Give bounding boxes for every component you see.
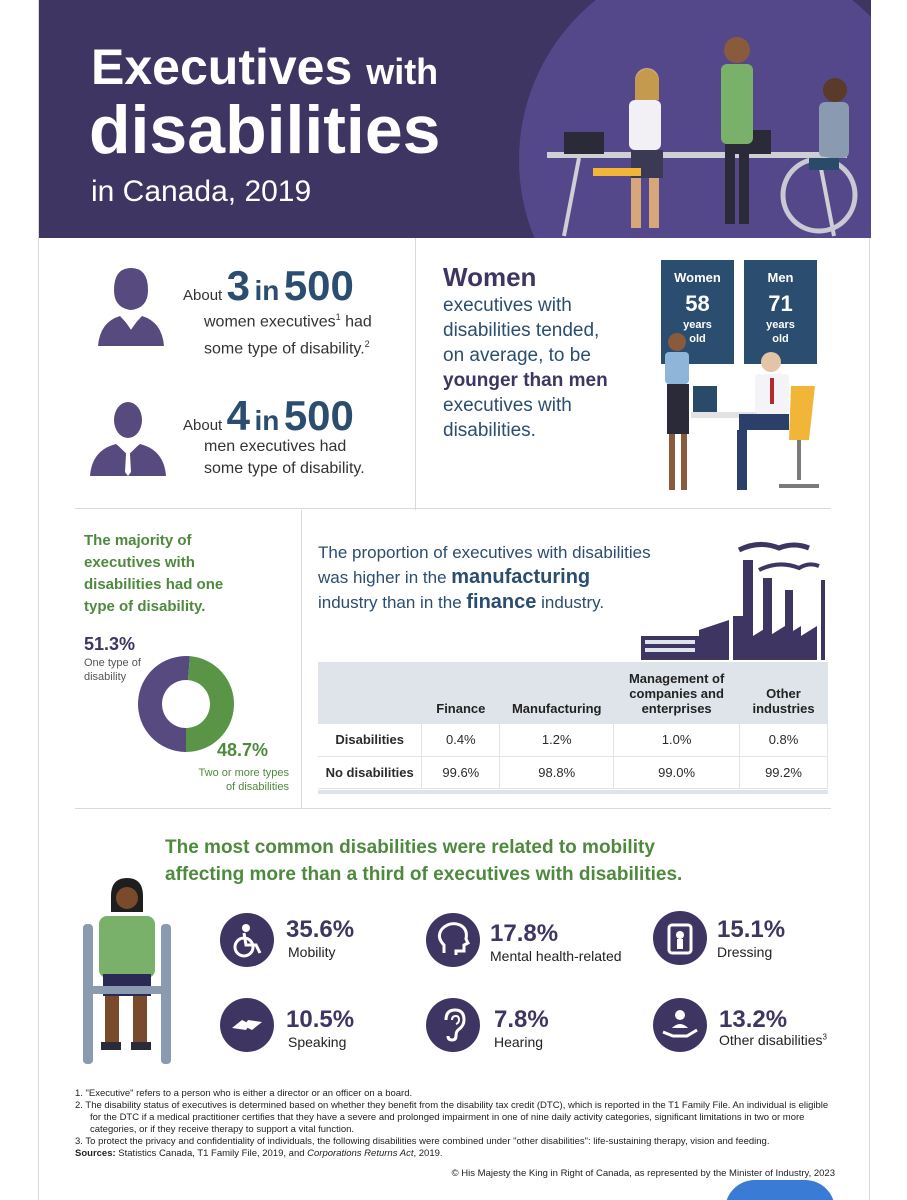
sources: Sources: Statistics Canada, T1 Family File, 2019, and Corporations Returns Act, 2019. — [75, 1148, 443, 1159]
row-header: Disabilities — [318, 724, 422, 756]
row-header: No disabilities — [318, 756, 422, 788]
one-type-label: One type of disability — [84, 657, 141, 683]
speaking-pct: 10.5% — [286, 1006, 355, 1033]
industry-text: The proportion of executives with disabilities was higher in the manufacturing industry than in the finance industry. — [318, 543, 651, 613]
donut-slice-two-or-more — [186, 656, 234, 752]
floating-action-button[interactable] — [725, 1180, 835, 1200]
two-types-pct: 48.7% — [217, 740, 269, 760]
speaking-label: Speaking — [288, 1034, 347, 1050]
divider-horizontal — [75, 508, 831, 509]
footnote-1: 1. "Executive" refers to a person who is either a director or an officer on a board. — [75, 1088, 413, 1099]
dressing-pct: 15.1% — [717, 916, 786, 943]
table-cell: 0.8% — [740, 724, 828, 756]
factory-illustration — [639, 540, 829, 662]
col-header: Finance — [422, 662, 500, 724]
donut-heading: The majority of executives with disabilities had one type of disability. — [84, 532, 224, 615]
col-header: Other industries — [740, 662, 828, 724]
title-line-3: in Canada, 2019 — [91, 175, 312, 208]
table-corner — [318, 662, 422, 724]
table-cell: 99.6% — [422, 756, 500, 788]
industry-table — [318, 662, 828, 789]
table-cell: 0.4% — [422, 724, 500, 756]
infographic-page — [38, 0, 870, 1200]
men-stat-text: men executives had some type of disability. — [204, 438, 365, 477]
footnote-2: 2. The disability status of executives is determined based on whether they benefit from the disability tax credit (DTC), which is reported in the T1 Family File. An individual is eligible for the DTC if a medical practitioner certifies that they have a severe and prolonged impairment in one of nine daily activity categories, significant limitations in two or more categories, or if they receive therapy to support a vital function. — [75, 1100, 829, 1135]
industry-table-header — [318, 662, 828, 724]
table-row — [318, 724, 828, 756]
table-row — [318, 756, 828, 788]
men-ratio: About 4 in 500 — [183, 392, 354, 439]
table-cell: 1.0% — [614, 724, 740, 756]
table-bottom-bar — [318, 790, 828, 794]
mental-health-label: Mental health-related — [490, 948, 622, 964]
office-illustration — [649, 330, 829, 498]
table-cell: 98.8% — [500, 756, 614, 788]
col-header: Management of companies and enterprises — [614, 662, 740, 724]
hand-care-icon — [653, 998, 707, 1052]
header-banner — [39, 0, 871, 238]
disability-type-donut-chart — [137, 655, 235, 753]
divider-vertical — [415, 238, 416, 510]
wheelchair-icon — [220, 913, 274, 967]
donut-slice-one-type — [138, 656, 190, 752]
title-line-2: disabilities — [89, 92, 441, 168]
title-line-1: Executives with — [91, 39, 439, 95]
ear-icon — [426, 998, 480, 1052]
women-age-box: Women 58 years old — [661, 260, 734, 364]
dressing-icon — [653, 911, 707, 965]
head-icon — [426, 913, 480, 967]
men-age-box: Men 71 years old — [744, 260, 817, 364]
meeting-illustration — [519, 0, 871, 238]
dressing-label: Dressing — [717, 944, 773, 960]
woman-wheelchair-illustration — [77, 876, 177, 1070]
man-silhouette-icon — [88, 398, 168, 476]
divider-vertical-2 — [301, 510, 302, 808]
col-header: Manufacturing — [500, 662, 614, 724]
women-ratio: About 3 in 500 — [183, 262, 354, 309]
table-cell: 99.2% — [740, 756, 828, 788]
footnote-3: 3. To protect the privacy and confidentiality of individuals, the following disabilities were combined under "other disabilities": life-sustaining therapy, vision and feeding. — [75, 1136, 770, 1147]
mental-health-pct: 17.8% — [490, 920, 559, 947]
two-types-label: Two or more types of disabilities — [198, 767, 289, 793]
age-text-block: Women executives with disabilities tended, on average, to be younger than men executives with disabilities. — [443, 262, 608, 441]
other-disabilities-label: Other disabilities$^3$ — [719, 1032, 827, 1048]
hearing-pct: 7.8% — [494, 1006, 549, 1033]
women-stat-text: women executives$^1$ had some type of disability.$^2$ — [204, 312, 372, 358]
table-cell: 99.0% — [614, 756, 740, 788]
copyright: © His Majesty the King in Right of Canada, as represented by the Minister of Industry, 2023 — [451, 1168, 835, 1179]
mobility-label: Mobility — [288, 944, 336, 960]
mobility-heading: The most common disabilities were related to mobility affecting more than a third of executives with disabilities. — [165, 837, 683, 885]
woman-silhouette-icon — [96, 266, 166, 346]
divider-horizontal-2 — [75, 808, 831, 809]
table-cell: 1.2% — [500, 724, 614, 756]
hearing-label: Hearing — [494, 1034, 544, 1050]
other-disabilities-pct: 13.2% — [719, 1006, 788, 1033]
one-type-pct: 51.3% — [84, 634, 136, 654]
mobility-pct: 35.6% — [286, 916, 355, 943]
sign-language-icon — [220, 998, 274, 1052]
